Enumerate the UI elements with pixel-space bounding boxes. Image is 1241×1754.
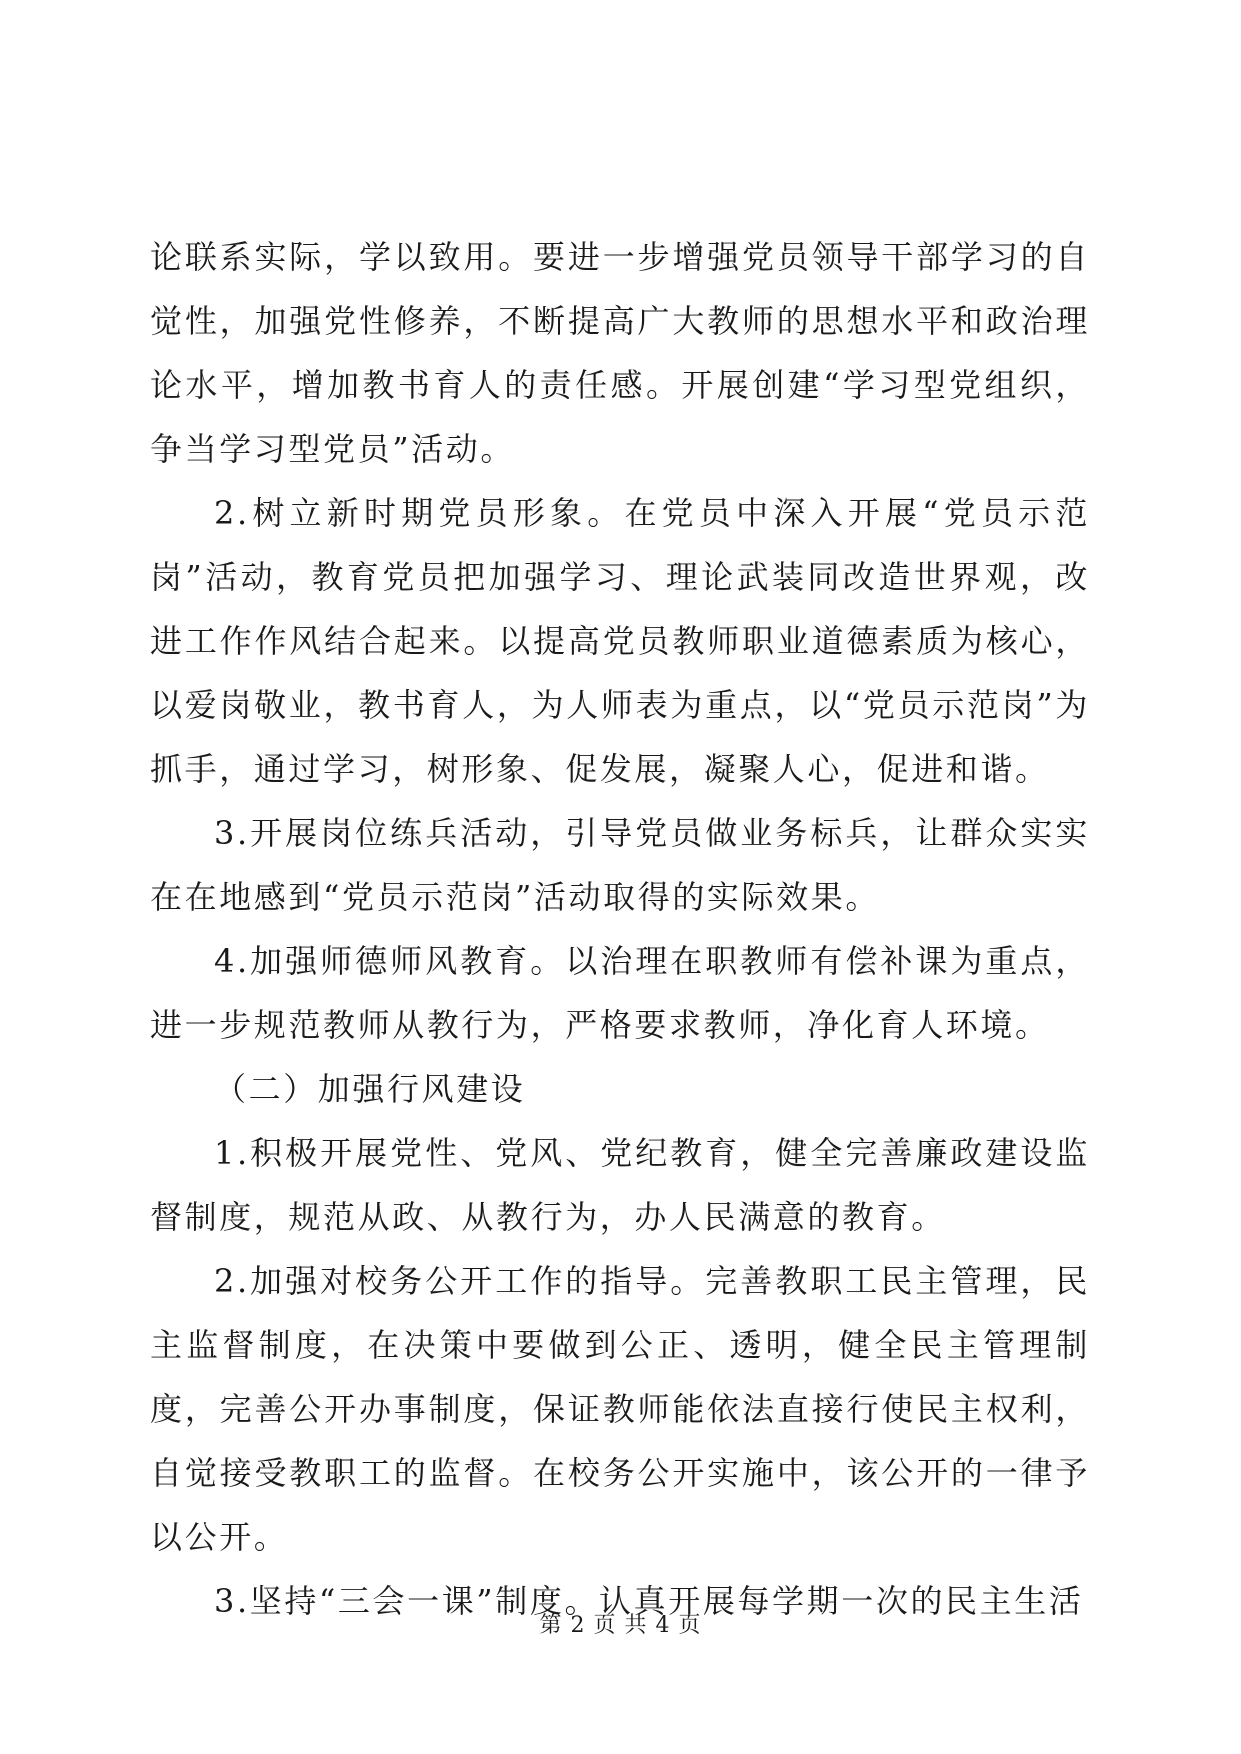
paragraph-item-3: 3.开展岗位练兵活动，引导党员做业务标兵，让群众实实在在地感到“党员示范岗”活动取得的实际效果。 xyxy=(150,814,1090,916)
paragraph-item-4: 4.加强师德师风教育。以治理在职教师有偿补课为重点，进一步规范教师从教行为，严格要求教师，净化育人环境。 xyxy=(150,942,1090,1044)
paragraph-continuation: 论联系实际，学以致用。要进一步增强党员领导干部学习的自觉性，加强党性修养，不断提高广大教师的思想水平和政治理论水平，增加教书育人的责任感。开展创建“学习型党组织，争当学习型党员”活动。 xyxy=(150,238,1090,468)
page-footer: 第 2 页 共 4 页 xyxy=(539,1613,702,1638)
paragraph-item-2: 2.树立新时期党员形象。在党员中深入开展“党员示范岗”活动，教育党员把加强学习、理论武装同改造世界观，改进工作作风结合起来。以提高党员教师职业道德素质为核心，以爱岗敬业，教书育人，为人师表为重点，以“党员示范岗”为抓手，通过学习，树形象、促发展，凝聚人心，促进和谐。 xyxy=(150,494,1090,788)
paragraph-section-item-1: 1.积极开展党性、党风、党纪教育，健全完善廉政建设监督制度，规范从政、从教行为，办人民满意的教育。 xyxy=(150,1134,1090,1236)
section-heading: （二）加强行风建设 xyxy=(214,1070,526,1108)
paragraph-section-item-2: 2.加强对校务公开工作的指导。完善教职工民主管理，民主监督制度，在决策中要做到公正、透明，健全民主管理制度，完善公开办事制度，保证教师能依法直接行使民主权利，自觉接受教职工的监督。在校务公开实施中，该公开的一律予以公开。 xyxy=(150,1262,1090,1556)
document-body xyxy=(150,225,1090,1633)
paragraph-section-item-3: 3.坚持“三会一课”制度。认真开展每学期一次的民主生活 xyxy=(214,1582,1084,1620)
